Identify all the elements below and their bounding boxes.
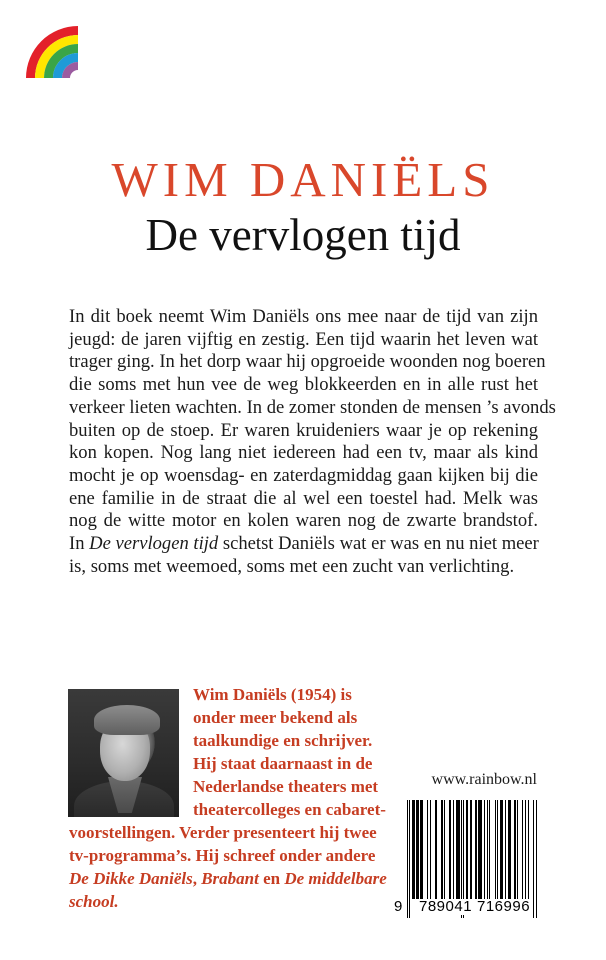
barcode-bar [517,800,518,899]
author-bio-full [69,821,399,913]
barcode-bar [453,800,454,899]
blurb-line: kon kopen. Nog lang niet iedereen had een tv, maar als kind [69,442,538,464]
barcode-bar [407,800,408,918]
blurb-line: trager ging. In het dorp waar hij opgroeide woonden nog boeren [69,351,546,373]
barcode-bar [430,800,431,899]
bio-line: voorstellingen. Verder presenteert hij twee [69,823,377,842]
bio-works-line [69,890,399,913]
book-title-italic: De vervlogen tijd [89,533,219,555]
barcode-first-digit: 9 [394,898,403,915]
barcode-bar [475,800,477,899]
bio-line: onder meer bekend als [193,708,358,727]
blurb-line: die soms met hun vee de weg blokkeerden en in alle rust het [69,374,538,396]
bio-text: , [192,869,202,888]
blurb-line: ene familie in de straat die al wel een toestel had. Melk was [69,487,538,509]
barcode-bar [522,800,523,899]
barcode-bar [444,800,445,899]
blurb-line: verkeer lieten wachten. In de zomer stonden de mensen ’s avonds [69,396,556,418]
barcode-bar [412,800,415,899]
work-title: school. [69,892,119,911]
barcode-bar [536,800,537,918]
barcode-bar [500,800,503,899]
barcode-bar [456,800,459,899]
isbn-barcode [394,800,540,920]
blurb-line-title-reference [69,533,538,556]
barcode-bar [470,800,472,899]
bio-line: theatercolleges en cabaret- [193,800,386,819]
blurb-line: nog de witte motor en kolen waren nog de zwarte brandstof. [69,510,538,532]
book-blurb [69,306,556,578]
work-title: De middelbare [284,869,387,888]
bio-line: taalkundige en schrijver. [193,731,373,750]
bio-text: en [258,869,285,888]
work-title: Brabant [201,869,259,888]
blurb-line: mocht je op woensdag- en zaterdagmiddag gaan kijken bij die [69,464,538,486]
barcode-bar [489,800,490,899]
barcode-bar [478,800,481,899]
barcode-bar [497,800,498,899]
barcode-bar [441,800,443,899]
blurb-line: buiten op de stoep. Er waren kruideniers waar je op rekening [69,419,538,441]
blurb-text: schetst Daniëls wat er was en nu niet meer [218,533,539,555]
book-title: De vervlogen tijd [145,210,461,260]
barcode-bar [416,800,418,899]
barcode-bar [487,800,488,899]
barcode-left-digits: 789041 [419,898,473,915]
barcode-bar [495,800,496,899]
author-bio-side [193,683,408,821]
work-title: De Dikke Daniëls [69,869,193,888]
rainbow-logo-icon [26,26,78,78]
photo-hair [94,705,160,735]
barcode-bar [508,800,511,899]
barcode-bar [449,800,451,899]
publisher-website: www.rainbow.nl [431,771,537,788]
barcode-bar [505,800,506,899]
bio-line: tv-programma’s. Hij schreef onder andere [69,846,376,865]
barcode-bar [525,800,526,899]
barcode-bar [533,800,534,918]
barcode-bar [409,800,410,918]
barcode-bar [427,800,428,899]
bio-line: Nederlandse theaters met [193,777,379,796]
blurb-line: In dit boek neemt Wim Daniëls ons mee naar de tijd van zijn [69,306,538,327]
blurb-text: In [69,533,90,555]
barcode-bar [514,800,516,899]
barcode-bar [484,800,485,899]
bio-line: Hij staat daarnaast in de [193,754,373,773]
barcode-bar [420,800,423,899]
bio-works-line [69,867,399,890]
blurb-line: jeugd: de jaren vijftig en zestig. Een tijd waarin het leven wat [69,328,538,350]
author-photo [68,689,179,817]
author-name: WIM DANIËLS [111,152,495,207]
barcode-right-digits: 716996 [477,898,531,915]
barcode-bar [528,800,529,899]
barcode-bar [466,800,468,899]
bio-line: Wim Daniëls (1954) is [193,685,352,704]
blurb-line: is, soms met weemoed, soms met een zucht van verlichting. [69,555,515,577]
barcode-bar [435,800,437,899]
